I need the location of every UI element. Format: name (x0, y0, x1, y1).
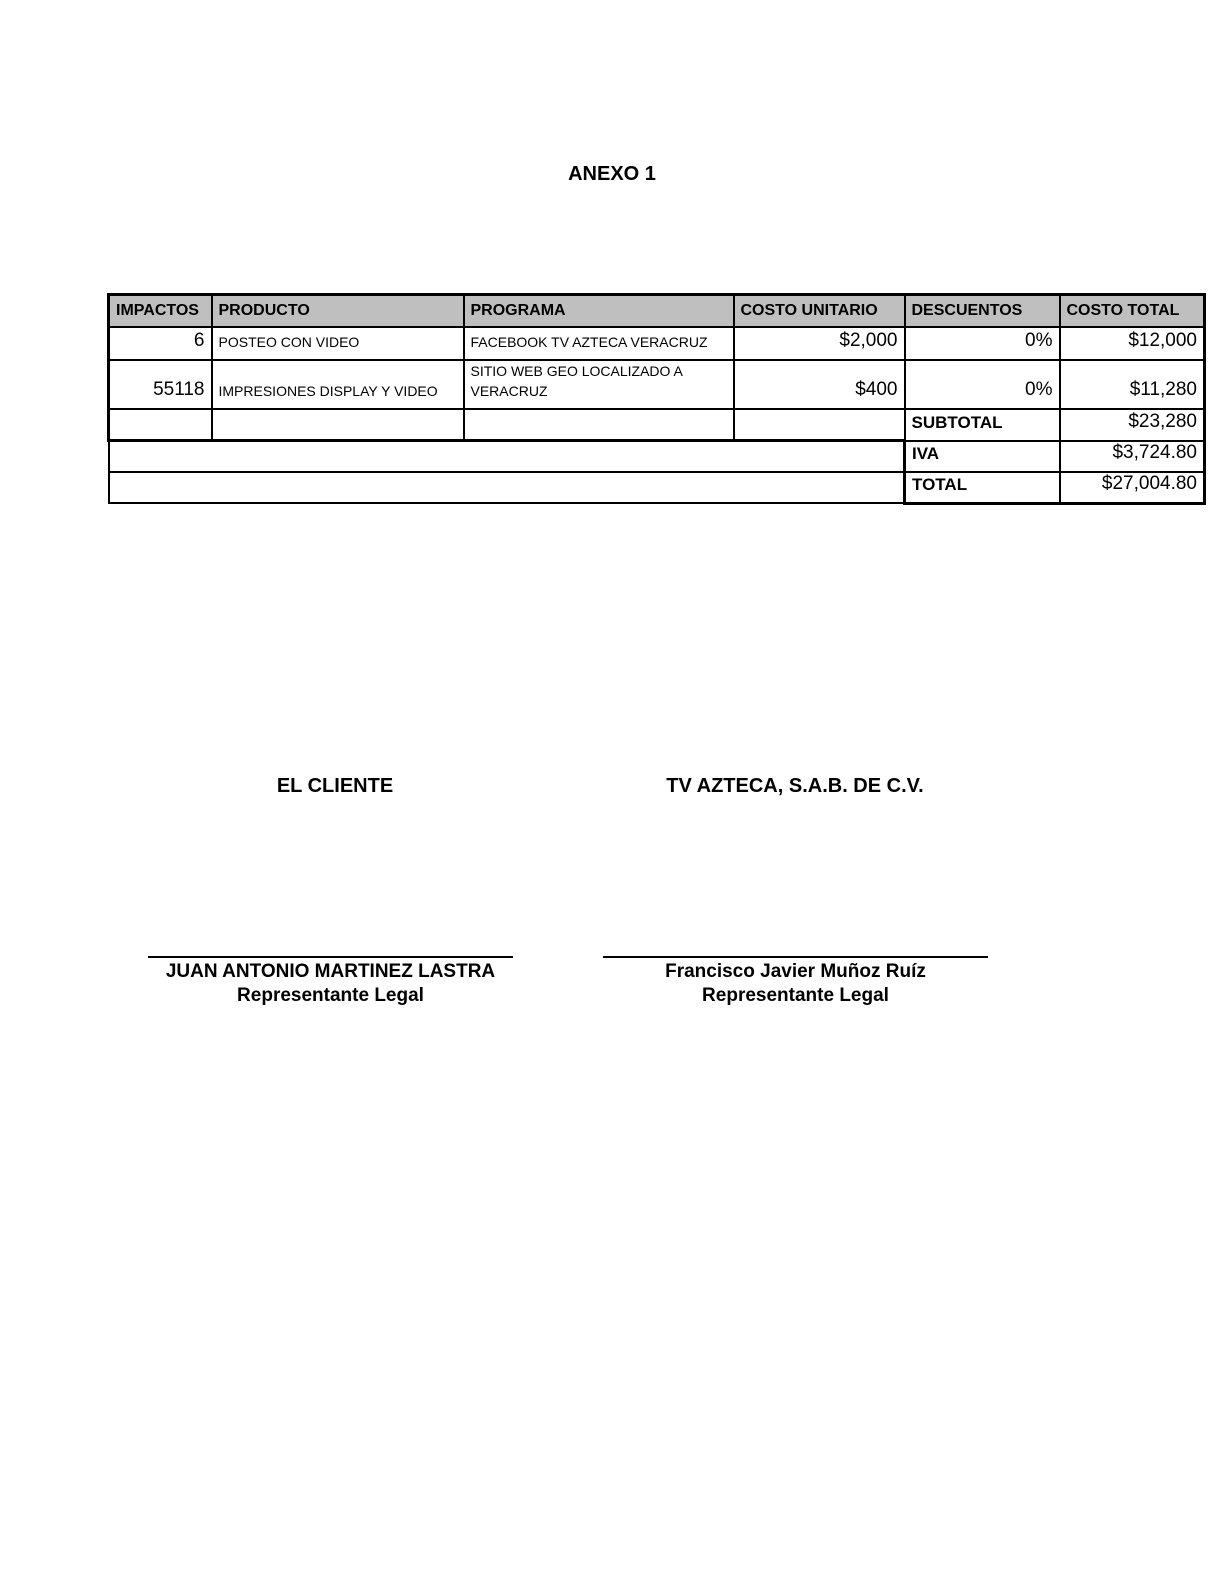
table-row (109, 360, 1205, 409)
cell-costo-total: $11,280 (1060, 360, 1205, 409)
empty-cell (212, 409, 464, 441)
iva-value: $3,724.80 (1060, 441, 1205, 472)
cell-descuentos: 0% (905, 360, 1060, 409)
table-row-subtotal (109, 409, 1205, 441)
company-signature-role: Representante Legal (702, 985, 889, 1006)
empty-cell (734, 409, 905, 441)
cell-producto: IMPRESIONES DISPLAY Y VIDEO (212, 360, 464, 409)
cell-costo-unitario: $400 (734, 360, 905, 409)
col-header-impactos: IMPACTOS (109, 295, 212, 327)
cell-costo-unitario: $2,000 (734, 327, 905, 360)
company-signature-block (603, 956, 988, 1008)
subtotal-value: $23,280 (1060, 409, 1205, 441)
company-heading: TV AZTECA, S.A.B. DE C.V. (666, 775, 924, 797)
cell-impactos: 55118 (109, 360, 212, 409)
empty-cell (464, 409, 734, 441)
costs-table (107, 293, 1206, 505)
table-header-row (109, 295, 1205, 327)
cell-impactos: 6 (109, 327, 212, 360)
table-row-iva (109, 441, 1205, 472)
col-header-costo-unitario: COSTO UNITARIO (734, 295, 905, 327)
client-signature-role: Representante Legal (237, 985, 424, 1006)
empty-cell (109, 409, 212, 441)
col-header-costo-total: COSTO TOTAL (1060, 295, 1205, 327)
client-signature-name: JUAN ANTONIO MARTINEZ LASTRA (165, 961, 496, 982)
subtotal-label: SUBTOTAL (905, 409, 1060, 441)
col-header-descuentos: DESCUENTOS (905, 295, 1060, 327)
spacer-cell (109, 472, 905, 504)
col-header-producto: PRODUCTO (212, 295, 464, 327)
cell-producto: POSTEO CON VIDEO (212, 327, 464, 360)
iva-label: IVA (905, 441, 1060, 472)
client-signature-block (148, 956, 513, 1008)
cell-programa: FACEBOOK TV AZTECA VERACRUZ (464, 327, 734, 360)
table-row (109, 327, 1205, 360)
cell-programa: SITIO WEB GEO LOCALIZADO A VERACRUZ (464, 360, 734, 409)
spacer-cell (109, 441, 905, 472)
col-header-programa: PROGRAMA (464, 295, 734, 327)
cell-descuentos: 0% (905, 327, 1060, 360)
company-signature-name: Francisco Javier Muñoz Ruíz (665, 961, 926, 982)
client-heading: EL CLIENTE (276, 775, 394, 797)
table-row-total (109, 472, 1205, 504)
total-label: TOTAL (905, 472, 1060, 504)
page-title: ANEXO 1 (568, 163, 656, 185)
cell-costo-total: $12,000 (1060, 327, 1205, 360)
total-value: $27,004.80 (1060, 472, 1205, 504)
